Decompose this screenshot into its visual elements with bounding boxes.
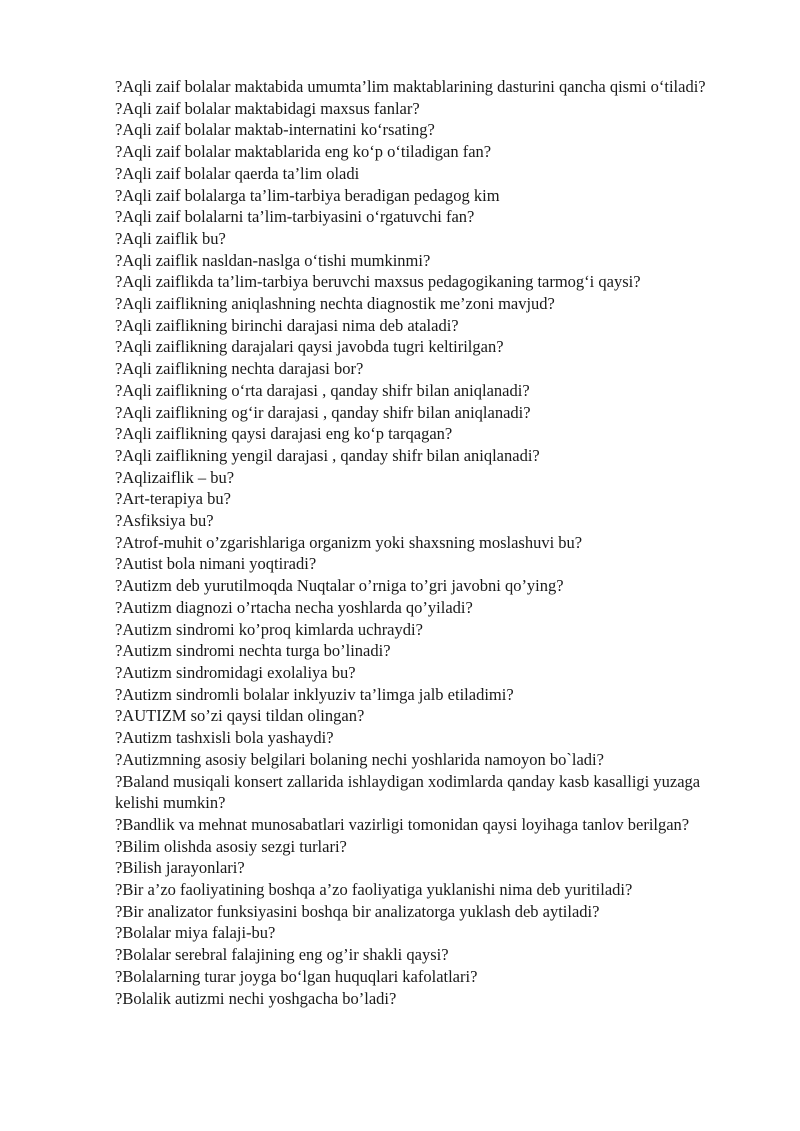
question-line: ?Aqli zaiflikning o‘rta darajasi , qanday shifr bilan aniqlanadi? (115, 380, 530, 400)
question-line: ?Autist bola nimani yoqtiradi? (115, 554, 317, 574)
question-line: ?Aqli zaiflikning aniqlashning nechta diagnostik me’zoni mavjud? (115, 294, 555, 314)
question-line: ?Aqli zaif bolalar qaerda ta’lim oladi (115, 163, 360, 183)
question-list (115, 76, 730, 1009)
question-line: ?Aqli zaif bolalar maktab-internatini ko‘rsating? (115, 120, 435, 140)
question-line: ?Autizm sindromidagi exolaliya bu? (115, 662, 356, 682)
question-line: ?Bolalik autizmi nechi yoshgacha bo’ladi? (115, 988, 397, 1008)
question-line: ?Atrof-muhit o’zgarishlariga organizm yoki shaxsning moslashuvi bu? (115, 532, 583, 552)
question-line: ?Aqli zaif bolalar maktabidagi maxsus fanlar? (115, 98, 420, 118)
question-line: ?Bilish jarayonlari? (115, 858, 245, 878)
question-line: ?Bir a’zo faoliyatining boshqa a’zo faoliyatiga yuklanishi nima deb yuritiladi? (115, 880, 633, 900)
question-line: ?Autizm tashxisli bola yashaydi? (115, 728, 334, 748)
question-line: ?Bilim olishda asosiy sezgi turlari? (115, 836, 347, 856)
question-line: ?Aqlizaiflik – bu? (115, 467, 235, 487)
question-line: ?Aqli zaiflikning birinchi darajasi nima deb ataladi? (115, 315, 459, 335)
question-line: ?Aqli zaiflikning qaysi darajasi eng ko‘p tarqagan? (115, 424, 453, 444)
question-line: ?Bolalarning turar joyga bo‘lgan huquqlari kafolatlari? (115, 966, 478, 986)
question-line: ?Autizm sindromli bolalar inklyuziv ta’limga jalb etiladimi? (115, 684, 514, 704)
question-line: ?Aqli zaiflikning nechta darajasi bor? (115, 359, 364, 379)
question-line: ?Autizm sindromi ko’proq kimlarda uchraydi? (115, 619, 423, 639)
question-line: ?AUTIZM so’zi qaysi tildan olingan? (115, 706, 365, 726)
question-line: ?Art-terapiya bu? (115, 489, 231, 509)
question-line: ?Aqli zaiflikning yengil darajasi , qanday shifr bilan aniqlanadi? (115, 445, 540, 465)
question-line: ?Autizmning asosiy belgilari bolaning nechi yoshlarida namoyon bo`ladi? (115, 749, 604, 769)
question-line: ?Autizm sindromi nechta turga bo’linadi? (115, 641, 391, 661)
question-line: ?Aqli zaiflikning darajalari qaysi javobda tugri keltirilgan? (115, 337, 504, 357)
question-line: ?Bolalar miya falaji-bu? (115, 923, 276, 943)
question-line: ?Autizm deb yurutilmoqda Nuqtalar o’rniga to’gri javobni qo’ying? (115, 576, 564, 596)
question-line: ?Bolalar serebral falajining eng og’ir shakli qaysi? (115, 945, 449, 965)
question-line: ?Aqli zaif bolalarni ta’lim-tarbiyasini o‘rgatuvchi fan? (115, 207, 475, 227)
question-line: ?Bir analizator funksiyasini boshqa bir analizatorga yuklash deb aytiladi? (115, 901, 600, 921)
question-line: ?Asfiksiya bu? (115, 511, 214, 531)
question-line: ?Aqli zaiflik bu? (115, 228, 226, 248)
question-line: ?Aqli zaif bolalar maktabida umumta’lim maktablarining dasturini qancha qismi o‘tiladi? (115, 77, 706, 96)
question-line: ?Aqli zaif bolalarga ta’lim-tarbiya beradigan pedagog kim (115, 185, 500, 205)
question-line: ?Aqli zaif bolalar maktablarida eng ko‘p o‘tiladigan fan? (115, 142, 492, 162)
question-line: ?Baland musiqali konsert zallarida ishlaydigan xodimlarda qanday kasb kasalligi yuzaga kelishi mumkin? (115, 771, 701, 813)
question-line: ?Bandlik va mehnat munosabatlari vazirligi tomonidan qaysi loyihaga tanlov berilgan? (115, 814, 690, 834)
question-line: ?Autizm diagnozi o’rtacha necha yoshlarda qo’yiladi? (115, 597, 473, 617)
question-line: ?Aqli zaiflik nasldan-naslga o‘tishi mumkinmi? (115, 250, 431, 270)
question-line: ?Aqli zaiflikda ta’lim-tarbiya beruvchi maxsus pedagogikaning tarmog‘i qaysi? (115, 272, 641, 292)
question-line: ?Aqli zaiflikning og‘ir darajasi , qanday shifr bilan aniqlanadi? (115, 402, 531, 422)
